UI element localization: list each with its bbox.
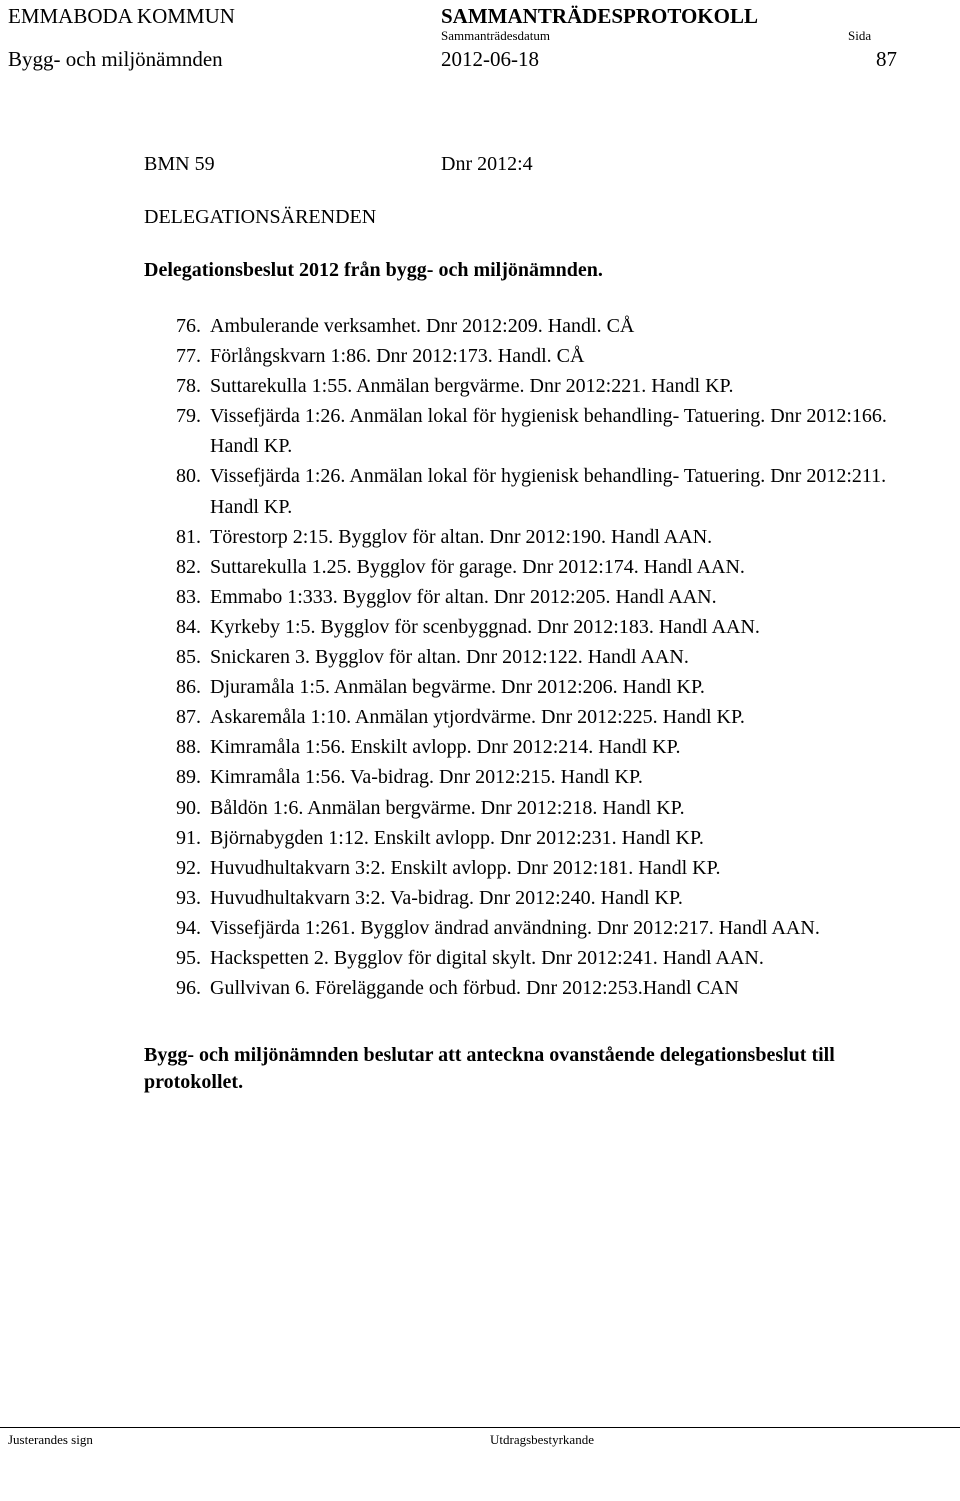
item-number: 78. [176, 375, 201, 398]
item-number: 86. [176, 676, 201, 699]
item-number: 85. [176, 646, 201, 669]
list-item [176, 702, 936, 732]
page-label: Sida [848, 28, 872, 43]
item-text: Huvudhultakvarn 3:2. Enskilt avlopp. Dnr 2012:181. Handl KP. [210, 856, 721, 879]
item-text: Snickaren 3. Bygglov för altan. Dnr 2012:122. Handl AAN. [210, 646, 689, 669]
item-number: 76. [176, 315, 201, 337]
section-dnr: Dnr 2012:4 [441, 153, 533, 175]
item-text: Björnabygden 1:12. Enskilt avlopp. Dnr 2012:231. Handl KP. [210, 826, 704, 849]
item-number: 90. [176, 796, 201, 819]
item-text: Huvudhultakvarn 3:2. Va-bidrag. Dnr 2012:240. Handl KP. [210, 886, 683, 909]
item-number: 77. [176, 345, 201, 368]
list-item [176, 371, 936, 401]
item-number: 88. [176, 736, 201, 759]
item-text: Törestorp 2:15. Bygglov för altan. Dnr 2012:190. Handl AAN. [210, 525, 713, 548]
list-item [176, 552, 936, 582]
section-heading: DELEGATIONSÄRENDEN [144, 206, 377, 228]
item-number: 80. [176, 465, 201, 488]
list-item [176, 341, 936, 371]
item-text: Suttarekulla 1.25. Bygglov för garage. Dnr 2012:174. Handl AAN. [210, 555, 745, 578]
footer-divider [0, 1427, 960, 1428]
item-number: 81. [176, 525, 201, 548]
item-number: 91. [176, 826, 201, 849]
item-text: Gullvivan 6. Föreläggande och förbud. Dnr 2012:253.Handl CAN [210, 977, 739, 1000]
item-text: Kimramåla 1:56. Va-bidrag. Dnr 2012:215. Handl KP. [210, 766, 643, 789]
section-subheading: Delegationsbeslut 2012 från bygg- och miljönämnden. [144, 259, 603, 281]
item-number: 83. [176, 585, 201, 608]
page-number: 87 [876, 47, 897, 71]
item-text: Ambulerande verksamhet. Dnr 2012:209. Handl. CÅ [210, 315, 635, 337]
list-item [176, 762, 936, 792]
list-item [176, 913, 936, 943]
list-item [176, 943, 936, 973]
doc-type: SAMMANTRÄDESPROTOKOLL [441, 4, 758, 28]
item-number: 87. [176, 706, 201, 729]
list-item [176, 461, 936, 521]
item-text: Förlångskvarn 1:86. Dnr 2012:173. Handl. CÅ [210, 345, 585, 368]
delegation-list [176, 311, 936, 1003]
item-text: Kyrkeby 1:5. Bygglov för scenbyggnad. Dnr 2012:183. Handl AAN. [210, 615, 760, 638]
committee-name: Bygg- och miljönämnden [8, 47, 223, 71]
item-text: Hackspetten 2. Bygglov för digital skylt. Dnr 2012:241. Handl AAN. [210, 946, 764, 969]
list-item [176, 853, 936, 883]
item-text: Suttarekulla 1:55. Anmälan bergvärme. Dnr 2012:221. Handl KP. [210, 375, 734, 398]
list-item [176, 582, 936, 612]
item-text: Askaremåla 1:10. Anmälan ytjordvärme. Dnr 2012:225. Handl KP. [210, 706, 745, 729]
item-number: 96. [176, 977, 201, 1000]
list-item [176, 793, 936, 823]
footer-certification-label: Utdragsbestyrkande [490, 1432, 594, 1447]
list-item [176, 642, 936, 672]
list-item [176, 973, 936, 1003]
item-text: Vissefjärda 1:261. Bygglov ändrad användning. Dnr 2012:217. Handl AAN. [210, 916, 820, 939]
org-name: EMMABODA KOMMUN [8, 4, 235, 28]
meeting-date: 2012-06-18 [441, 47, 539, 71]
date-label: Sammanträdesdatum [441, 28, 551, 43]
item-number: 84. [176, 615, 201, 638]
item-number: 89. [176, 766, 201, 789]
list-item [176, 612, 936, 642]
item-number: 79. [176, 405, 201, 428]
list-item [176, 823, 936, 853]
item-number: 94. [176, 916, 201, 939]
item-number: 92. [176, 856, 201, 879]
list-item [176, 672, 936, 702]
decision-text: Bygg- och miljönämnden beslutar att anteckna ovanstående delegationsbeslut till protokollet. [144, 1044, 835, 1093]
footer-sign-label: Justerandes sign [8, 1432, 93, 1447]
list-item [176, 401, 936, 461]
item-text: Vissefjärda 1:26. Anmälan lokal för hygienisk behandling- Tatuering. Dnr 2012:166. Handl KP. [210, 405, 887, 458]
item-text: Kimramåla 1:56. Enskilt avlopp. Dnr 2012:214. Handl KP. [210, 736, 681, 759]
list-item [176, 732, 936, 762]
list-item [176, 522, 936, 552]
item-text: Vissefjärda 1:26. Anmälan lokal för hygienisk behandling- Tatuering. Dnr 2012:211. Handl KP. [210, 465, 887, 518]
item-text: Båldön 1:6. Anmälan bergvärme. Dnr 2012:218. Handl KP. [210, 796, 685, 819]
paragraph-number: BMN 59 [144, 153, 215, 175]
item-number: 95. [176, 946, 201, 969]
item-number: 93. [176, 886, 201, 909]
item-number: 82. [176, 555, 201, 578]
list-item [176, 883, 936, 913]
list-item [176, 311, 936, 341]
item-text: Emmabo 1:333. Bygglov för altan. Dnr 2012:205. Handl AAN. [210, 585, 717, 608]
item-text: Djuramåla 1:5. Anmälan begvärme. Dnr 2012:206. Handl KP. [210, 676, 705, 699]
